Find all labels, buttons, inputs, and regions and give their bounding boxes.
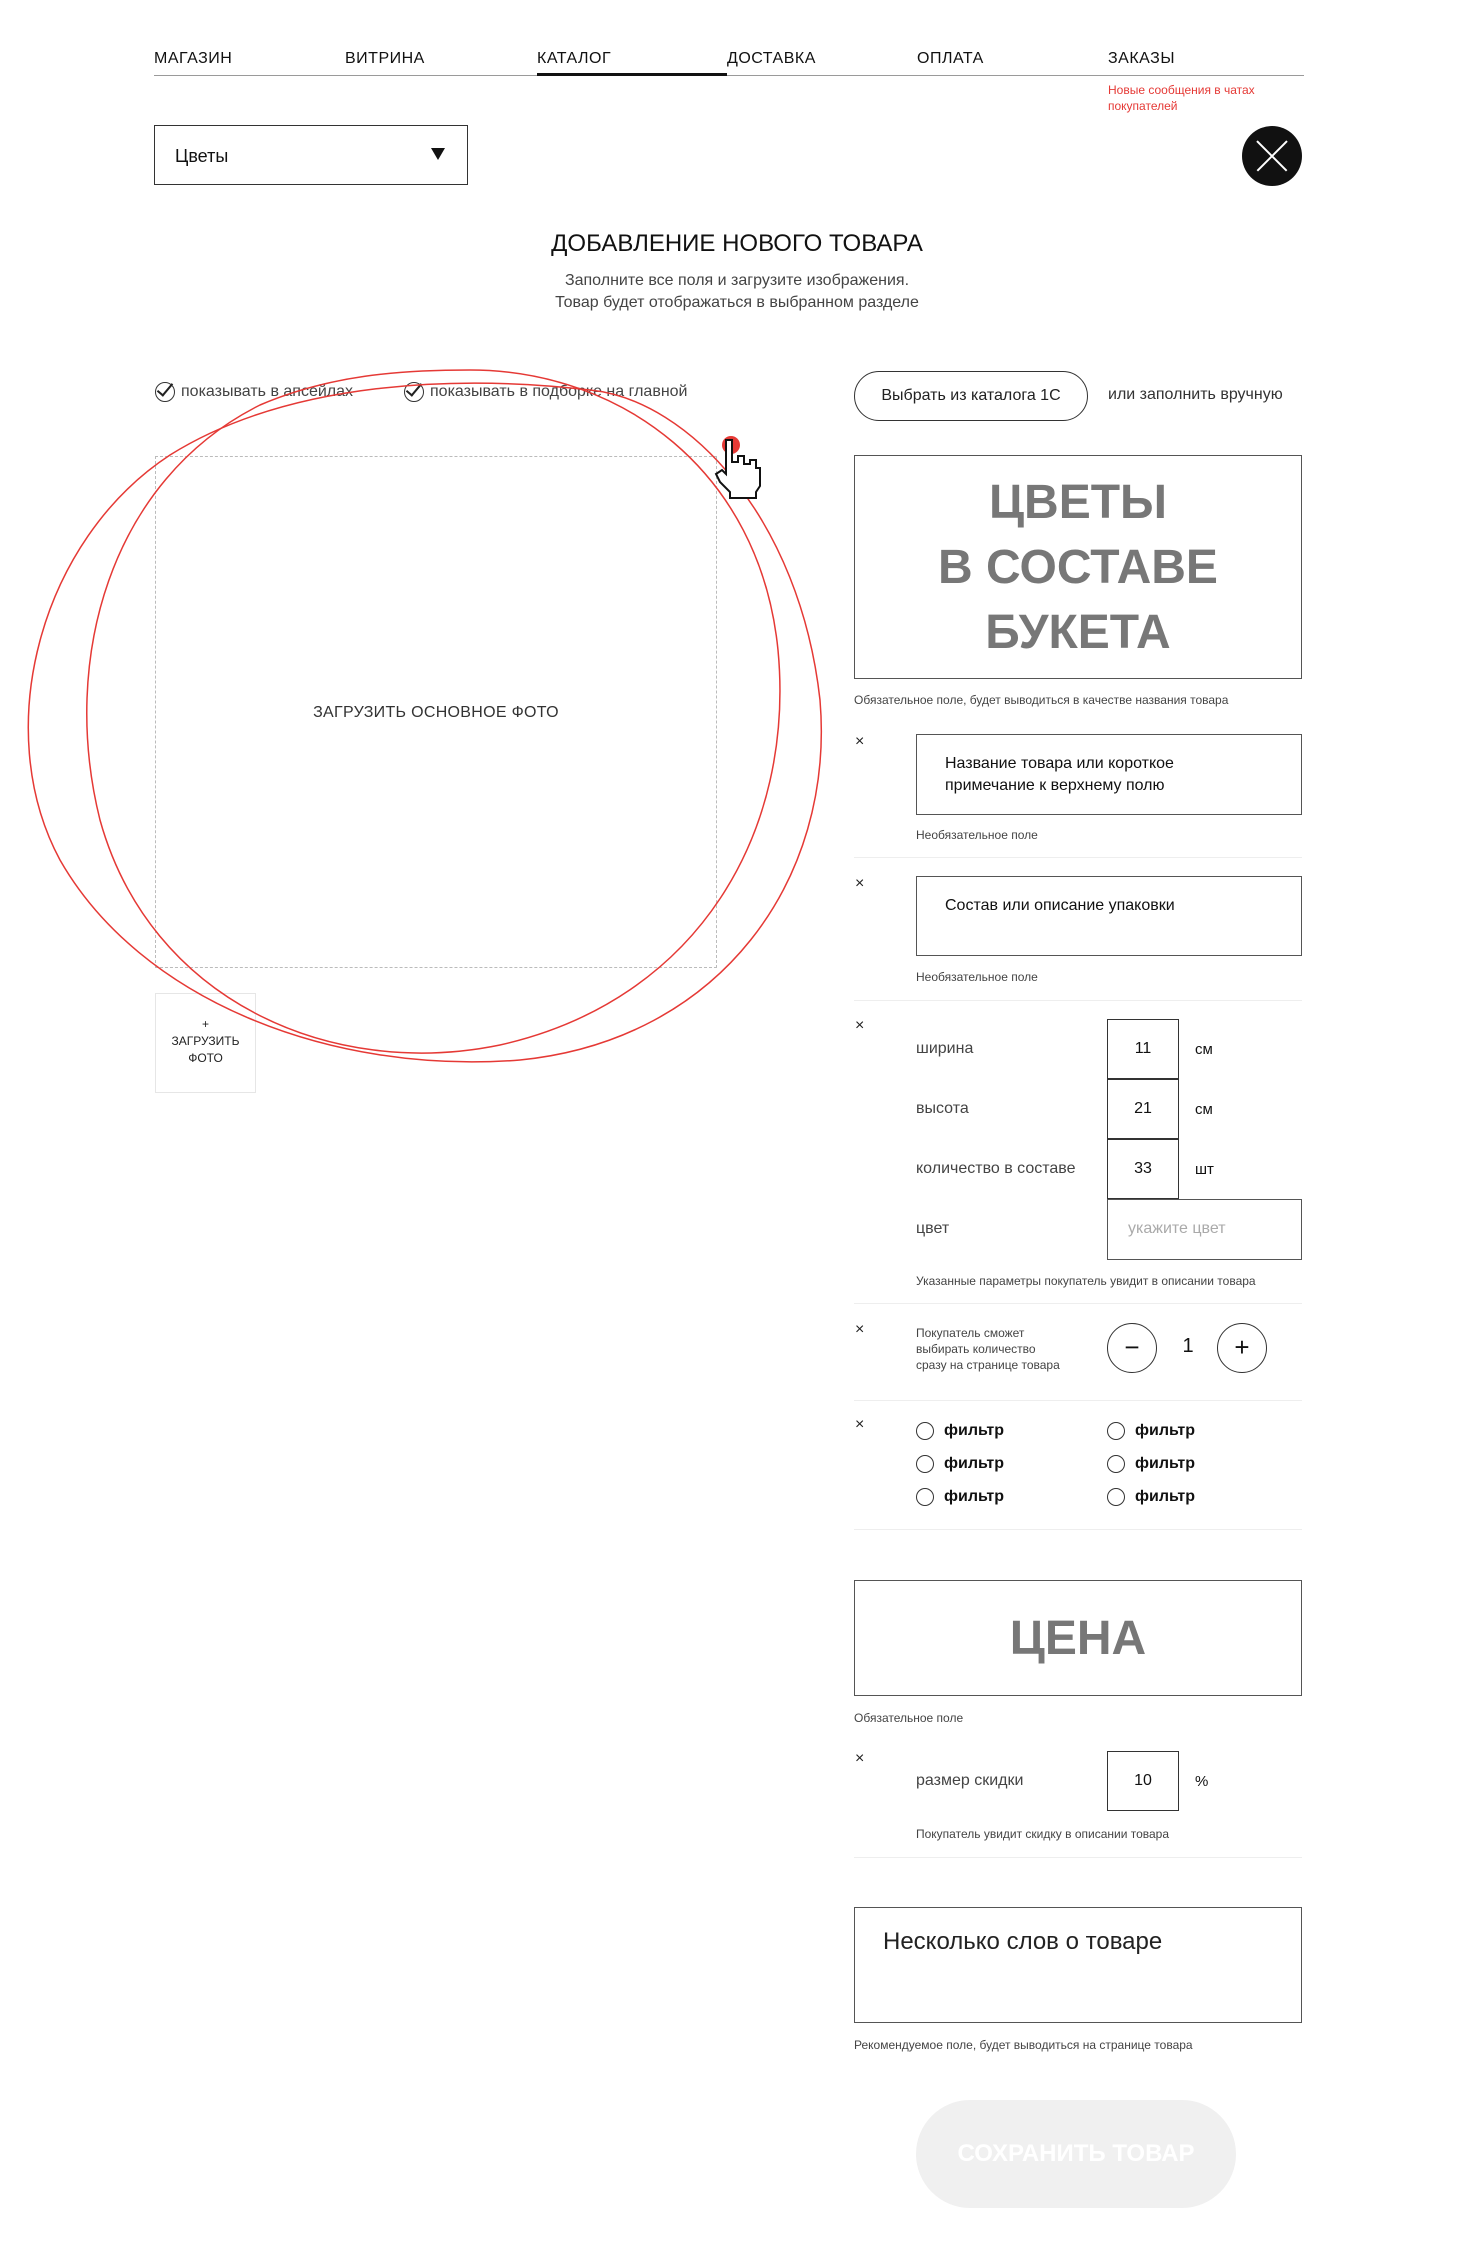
nav-oplata[interactable]: ОПЛАТА	[917, 50, 984, 67]
radio-icon	[916, 1488, 934, 1506]
filter-radio[interactable]	[1107, 1488, 1195, 1506]
quantity-value: 1	[1182, 1335, 1194, 1357]
remove-packaging-icon[interactable]: ×	[855, 875, 865, 892]
divider	[854, 857, 1302, 858]
choose-from-1c-button[interactable]: Выбрать из каталога 1С	[854, 371, 1088, 421]
divider	[854, 1857, 1302, 1858]
remove-discount-icon[interactable]: ×	[855, 1750, 865, 1767]
cursor-red-dot	[722, 436, 740, 454]
product-name-line2: В СОСТАВЕ	[938, 541, 1218, 594]
extra-photo-upload[interactable]	[155, 993, 256, 1093]
filter-radio[interactable]	[1107, 1455, 1195, 1473]
product-name-hint: Обязательное поле, будет выводиться в качестве названия товара	[854, 693, 1229, 707]
main-photo-upload[interactable]	[155, 456, 717, 968]
divider	[854, 1400, 1302, 1401]
checkbox-show-on-main[interactable]	[404, 382, 688, 402]
short-note-line2: примечание к верхнему полю	[945, 777, 1165, 794]
quantity-note-line1: Покупатель сможет	[916, 1326, 1025, 1340]
quantity-note-line2: выбирать количество	[916, 1342, 1036, 1356]
checkbox-show-upsells-label: показывать в апсейлах	[181, 383, 354, 401]
nav-vitrina[interactable]: ВИТРИНА	[345, 50, 425, 67]
remove-params-icon[interactable]: ×	[855, 1017, 865, 1034]
divider	[854, 1303, 1302, 1304]
discount-unit: %	[1195, 1773, 1209, 1790]
discount-hint: Покупатель увидит скидку в описании товара	[916, 1827, 1170, 1841]
divider	[854, 1000, 1302, 1001]
count-label: количество в составе	[916, 1160, 1076, 1177]
remove-short-note-icon[interactable]: ×	[855, 733, 865, 750]
quantity-minus-button[interactable]: −	[1107, 1323, 1157, 1373]
orders-notification[interactable]: Новые сообщения в чатах покупателей	[1108, 83, 1255, 113]
short-note-hint: Необязательное поле	[916, 828, 1038, 842]
quantity-plus-button[interactable]: +	[1217, 1323, 1267, 1373]
quantity-note-line3: сразу на странице товара	[916, 1358, 1060, 1372]
nav-divider	[154, 75, 1304, 76]
count-input[interactable]: 33	[1107, 1139, 1179, 1199]
radio-icon	[1107, 1422, 1125, 1440]
remove-quantity-icon[interactable]: ×	[855, 1321, 865, 1338]
checkmark-icon	[155, 382, 175, 402]
params-hint: Указанные параметры покупатель увидит в описании товара	[916, 1274, 1256, 1288]
width-input[interactable]: 11	[1107, 1019, 1179, 1079]
filter-label: фильтр	[1135, 1455, 1196, 1473]
product-name-field[interactable]	[854, 455, 1302, 679]
count-unit: шт	[1195, 1161, 1214, 1178]
width-unit: см	[1195, 1041, 1213, 1058]
filter-label: фильтр	[1135, 1488, 1196, 1506]
filter-label: фильтр	[1135, 1422, 1196, 1440]
or-manual-text: или заполнить вручную	[1108, 386, 1283, 403]
about-product-hint: Рекомендуемое поле, будет выводиться на странице товара	[854, 2038, 1193, 2052]
filter-radio[interactable]	[1107, 1422, 1195, 1440]
price-field[interactable]	[854, 1580, 1302, 1696]
nav-katalog[interactable]: КАТАЛОГ	[537, 50, 612, 67]
extra-photo-label-line2: ФОТО	[188, 1051, 223, 1065]
page-title: ДОБАВЛЕНИЕ НОВОГО ТОВАРА	[551, 230, 923, 257]
close-icon[interactable]	[1242, 126, 1302, 186]
price-title: ЦЕНА	[1009, 1612, 1147, 1665]
packaging-field[interactable]	[916, 876, 1302, 956]
nav-zakazy[interactable]: ЗАКАЗЫ	[1108, 50, 1175, 67]
divider	[854, 1529, 1302, 1530]
about-product-field[interactable]	[854, 1907, 1302, 2023]
radio-icon	[1107, 1488, 1125, 1506]
save-product-button[interactable]: СОХРАНИТЬ ТОВАР	[916, 2100, 1236, 2208]
checkbox-show-upsells[interactable]	[155, 382, 353, 402]
short-note-line1: Название товара или короткое	[945, 755, 1174, 772]
nav-dostavka[interactable]: ДОСТАВКА	[727, 50, 816, 67]
page-subtitle-line1: Заполните все поля и загрузите изображения.	[564, 272, 910, 289]
height-label: высота	[916, 1100, 969, 1117]
height-unit: см	[1195, 1101, 1213, 1118]
checkmark-icon	[404, 382, 424, 402]
width-label: ширина	[916, 1040, 974, 1057]
chevron-down-icon	[431, 148, 445, 160]
filter-radio[interactable]	[916, 1488, 1004, 1506]
plus-icon: +	[201, 1017, 209, 1031]
short-note-field[interactable]	[916, 734, 1302, 815]
quantity-note	[916, 1325, 1096, 1373]
radio-icon	[916, 1455, 934, 1473]
radio-icon	[1107, 1455, 1125, 1473]
category-select-value: Цветы	[175, 146, 229, 166]
height-input[interactable]: 21	[1107, 1079, 1179, 1139]
filter-label: фильтр	[944, 1422, 1005, 1440]
nav-magazin[interactable]: МАГАЗИН	[154, 50, 233, 67]
color-input-placeholder: укажите цвет	[1128, 1220, 1226, 1237]
extra-photo-label-line1: ЗАГРУЗИТЬ	[171, 1034, 240, 1048]
hand-cursor-icon	[716, 440, 760, 498]
packaging-hint: Необязательное поле	[916, 970, 1038, 984]
product-name-line3: БУКЕТА	[985, 606, 1171, 659]
short-note-text	[945, 753, 1174, 797]
color-input[interactable]	[1107, 1199, 1302, 1260]
nav-active-indicator	[537, 73, 727, 76]
filter-radio[interactable]	[916, 1455, 1004, 1473]
packaging-text: Состав или описание упаковки	[945, 897, 1175, 914]
filter-radio[interactable]	[916, 1422, 1004, 1440]
remove-filters-icon[interactable]: ×	[855, 1416, 865, 1433]
page-subtitle-line2: Товар будет отображаться в выбранном разделе	[555, 294, 919, 311]
filter-label: фильтр	[944, 1488, 1005, 1506]
product-name-line1: ЦВЕТЫ	[988, 476, 1168, 529]
price-hint: Обязательное поле	[854, 1711, 964, 1725]
main-photo-upload-label: ЗАГРУЗИТЬ ОСНОВНОЕ ФОТО	[313, 704, 559, 721]
radio-icon	[916, 1422, 934, 1440]
about-product-placeholder: Несколько слов о товаре	[883, 1928, 1163, 1955]
checkbox-show-on-main-label: показывать в подборке на главной	[430, 383, 688, 401]
color-label: цвет	[916, 1220, 950, 1237]
page-subtitle	[0, 270, 1474, 314]
filter-label: фильтр	[944, 1455, 1005, 1473]
discount-input[interactable]: 10	[1107, 1751, 1179, 1811]
discount-label: размер скидки	[916, 1772, 1024, 1789]
category-select[interactable]	[154, 125, 468, 185]
